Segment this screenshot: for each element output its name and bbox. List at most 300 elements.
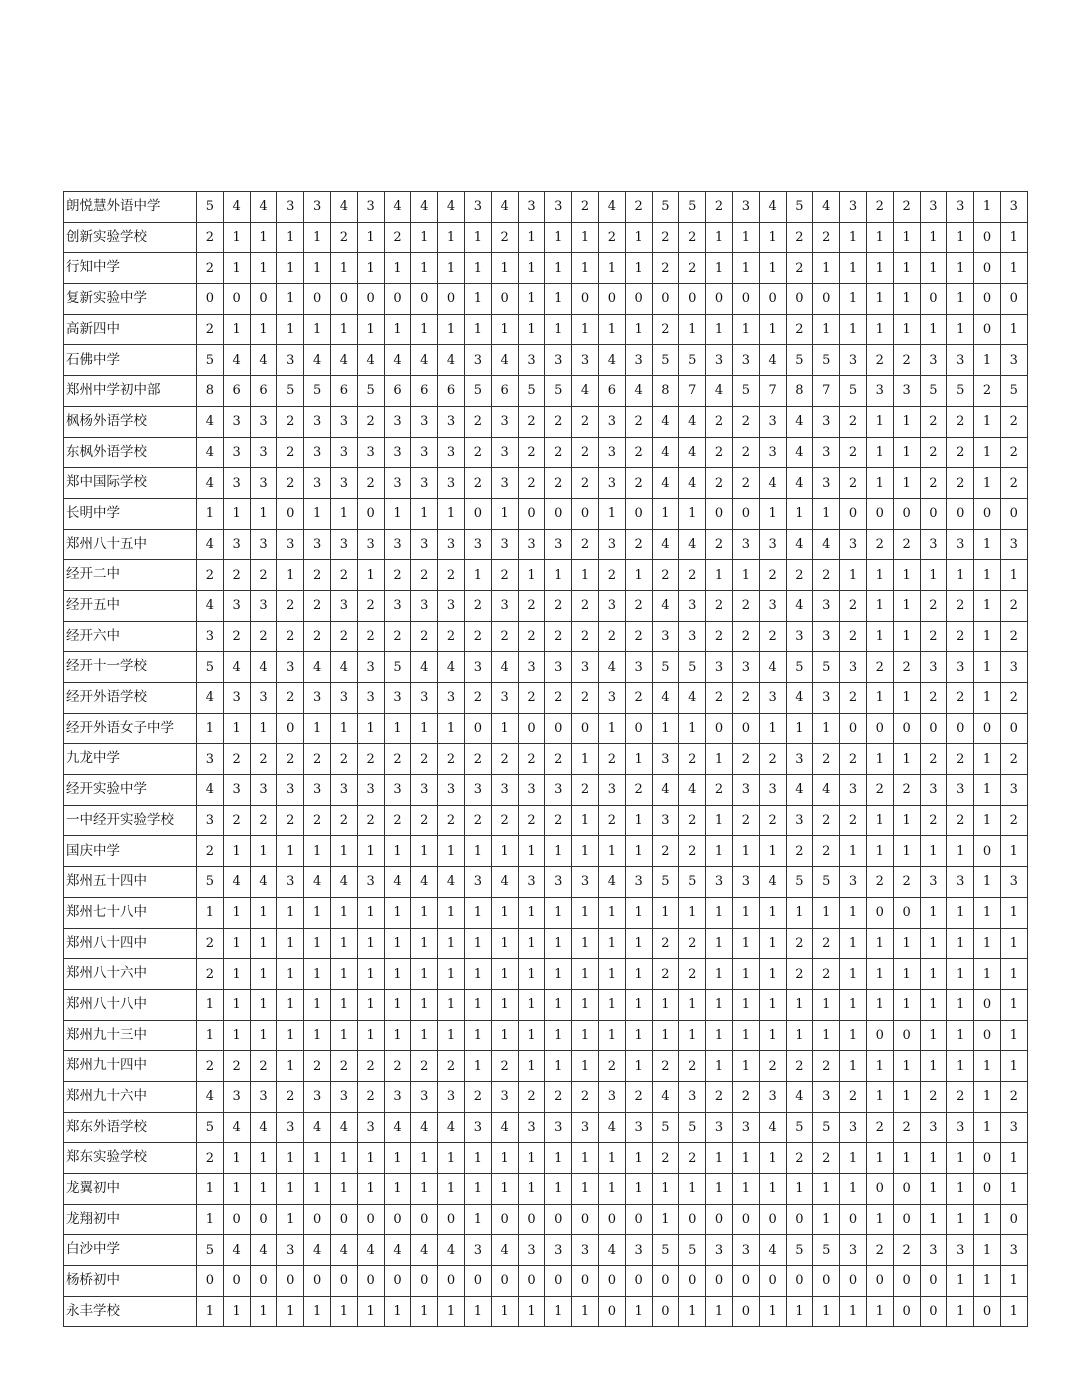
quota-value-cell: 2: [250, 1051, 277, 1082]
quota-value-cell: 0: [893, 1204, 920, 1235]
quota-value-cell: 3: [304, 468, 331, 499]
quota-value-cell: 1: [893, 284, 920, 315]
quota-value-cell: 2: [840, 1081, 867, 1112]
quota-value-cell: 4: [384, 867, 411, 898]
quota-value-cell: 2: [277, 468, 304, 499]
quota-value-cell: 5: [652, 345, 679, 376]
quota-value-cell: 2: [625, 529, 652, 560]
quota-value-cell: 2: [840, 744, 867, 775]
quota-value-cell: 2: [491, 560, 518, 591]
quota-value-cell: 0: [840, 498, 867, 529]
quota-value-cell: 3: [947, 775, 974, 806]
quota-value-cell: 3: [1000, 652, 1027, 683]
quota-value-cell: 3: [384, 437, 411, 468]
quota-value-cell: 4: [491, 345, 518, 376]
quota-value-cell: 3: [491, 590, 518, 621]
school-name-cell: 经开五中: [64, 590, 197, 621]
quota-value-cell: 2: [732, 406, 759, 437]
quota-value-cell: 4: [679, 468, 706, 499]
quota-value-cell: 1: [893, 560, 920, 591]
quota-value-cell: 4: [625, 376, 652, 407]
quota-value-cell: 0: [759, 1266, 786, 1297]
quota-value-cell: 2: [197, 1143, 224, 1174]
quota-value-cell: 1: [330, 1174, 357, 1205]
quota-value-cell: 3: [250, 590, 277, 621]
quota-value-cell: 3: [304, 192, 331, 223]
quota-value-cell: 1: [598, 1174, 625, 1205]
quota-value-cell: 3: [920, 1235, 947, 1266]
quota-value-cell: 2: [1000, 744, 1027, 775]
school-name-cell: 郑州八十四中: [64, 928, 197, 959]
quota-value-cell: 1: [947, 897, 974, 928]
quota-value-cell: 2: [518, 621, 545, 652]
quota-value-cell: 2: [679, 928, 706, 959]
quota-value-cell: 3: [518, 775, 545, 806]
quota-value-cell: 4: [598, 867, 625, 898]
quota-value-cell: 1: [974, 805, 1001, 836]
quota-value-cell: 1: [304, 1143, 331, 1174]
quota-value-cell: 2: [223, 621, 250, 652]
quota-value-cell: 3: [813, 468, 840, 499]
quota-value-cell: 1: [277, 1296, 304, 1327]
table-row: [64, 1235, 1028, 1266]
quota-value-cell: 1: [920, 560, 947, 591]
quota-value-cell: 4: [197, 529, 224, 560]
quota-value-cell: 3: [438, 1081, 465, 1112]
quota-value-cell: 1: [250, 959, 277, 990]
quota-value-cell: 1: [438, 989, 465, 1020]
table-row: [64, 1266, 1028, 1297]
quota-value-cell: 1: [732, 959, 759, 990]
quota-value-cell: 2: [491, 805, 518, 836]
quota-value-cell: 1: [1000, 1020, 1027, 1051]
quota-value-cell: 2: [813, 560, 840, 591]
quota-value-cell: 3: [411, 775, 438, 806]
quota-value-cell: 1: [277, 222, 304, 253]
quota-value-cell: 1: [893, 959, 920, 990]
quota-value-cell: 3: [438, 775, 465, 806]
quota-value-cell: 4: [330, 652, 357, 683]
quota-value-cell: 1: [706, 1174, 733, 1205]
quota-value-cell: 4: [598, 1235, 625, 1266]
quota-value-cell: 1: [866, 1143, 893, 1174]
quota-value-cell: 2: [652, 836, 679, 867]
quota-value-cell: 3: [652, 744, 679, 775]
quota-value-cell: 0: [304, 1266, 331, 1297]
quota-value-cell: 2: [491, 621, 518, 652]
quota-value-cell: 5: [197, 1235, 224, 1266]
quota-value-cell: 1: [840, 959, 867, 990]
quota-value-cell: 1: [223, 1174, 250, 1205]
quota-value-cell: 2: [598, 222, 625, 253]
quota-value-cell: 3: [384, 775, 411, 806]
quota-value-cell: 3: [411, 529, 438, 560]
quota-value-cell: 1: [491, 314, 518, 345]
quota-value-cell: 3: [357, 437, 384, 468]
quota-value-cell: 1: [197, 498, 224, 529]
quota-value-cell: 2: [518, 1081, 545, 1112]
quota-value-cell: 2: [786, 1143, 813, 1174]
quota-value-cell: 1: [893, 590, 920, 621]
quota-value-cell: 1: [330, 836, 357, 867]
quota-value-cell: 2: [920, 805, 947, 836]
quota-value-cell: 3: [330, 775, 357, 806]
quota-value-cell: 3: [840, 192, 867, 223]
table-row: [64, 529, 1028, 560]
quota-value-cell: 1: [840, 314, 867, 345]
table-row: [64, 468, 1028, 499]
quota-value-cell: 2: [384, 744, 411, 775]
quota-value-cell: 1: [759, 314, 786, 345]
quota-value-cell: 1: [223, 989, 250, 1020]
quota-value-cell: 5: [652, 192, 679, 223]
quota-value-cell: 1: [679, 1296, 706, 1327]
quota-value-cell: 3: [357, 1112, 384, 1143]
quota-value-cell: 0: [357, 1266, 384, 1297]
quota-value-cell: 3: [250, 437, 277, 468]
quota-value-cell: 4: [786, 468, 813, 499]
quota-value-cell: 0: [545, 1266, 572, 1297]
quota-value-cell: 0: [438, 1266, 465, 1297]
quota-value-cell: 2: [223, 560, 250, 591]
quota-value-cell: 2: [545, 1081, 572, 1112]
quota-value-cell: 1: [304, 1020, 331, 1051]
quota-value-cell: 0: [974, 222, 1001, 253]
quota-value-cell: 2: [518, 683, 545, 714]
quota-value-cell: 3: [598, 468, 625, 499]
quota-value-cell: 2: [786, 222, 813, 253]
quota-value-cell: 1: [920, 1051, 947, 1082]
quota-value-cell: 1: [223, 314, 250, 345]
quota-value-cell: 1: [250, 498, 277, 529]
quota-value-cell: 3: [947, 1112, 974, 1143]
quota-value-cell: 1: [304, 1174, 331, 1205]
table-row: [64, 1081, 1028, 1112]
school-name-cell: 朗悦慧外语中学: [64, 192, 197, 223]
quota-value-cell: 3: [330, 590, 357, 621]
quota-value-cell: 2: [866, 867, 893, 898]
quota-value-cell: 1: [411, 1143, 438, 1174]
quota-value-cell: 3: [759, 437, 786, 468]
quota-value-cell: 2: [464, 468, 491, 499]
quota-value-cell: 7: [759, 376, 786, 407]
quota-value-cell: 1: [330, 253, 357, 284]
quota-value-cell: 4: [598, 345, 625, 376]
quota-value-cell: 2: [866, 529, 893, 560]
quota-value-cell: 1: [679, 314, 706, 345]
quota-value-cell: 2: [572, 683, 599, 714]
quota-value-cell: 0: [625, 713, 652, 744]
quota-value-cell: 1: [947, 836, 974, 867]
table-row: [64, 928, 1028, 959]
quota-value-cell: 1: [598, 928, 625, 959]
quota-value-cell: 2: [277, 406, 304, 437]
quota-value-cell: 4: [491, 1112, 518, 1143]
quota-value-cell: 1: [384, 1020, 411, 1051]
quota-value-cell: 3: [250, 775, 277, 806]
quota-value-cell: 1: [947, 253, 974, 284]
quota-value-cell: 1: [304, 1296, 331, 1327]
quota-value-cell: 0: [974, 1020, 1001, 1051]
quota-value-cell: 1: [947, 284, 974, 315]
quota-value-cell: 4: [759, 1112, 786, 1143]
quota-value-cell: 1: [518, 1020, 545, 1051]
quota-value-cell: 3: [947, 345, 974, 376]
quota-value-cell: 3: [223, 529, 250, 560]
quota-value-cell: 1: [920, 1204, 947, 1235]
quota-value-cell: 3: [840, 529, 867, 560]
quota-value-cell: 3: [384, 529, 411, 560]
table-row: [64, 1112, 1028, 1143]
quota-value-cell: 6: [491, 376, 518, 407]
school-name-cell: 九龙中学: [64, 744, 197, 775]
quota-value-cell: 1: [464, 959, 491, 990]
quota-value-cell: 1: [411, 897, 438, 928]
quota-value-cell: 1: [438, 1174, 465, 1205]
quota-value-cell: 1: [518, 928, 545, 959]
quota-value-cell: 3: [947, 192, 974, 223]
quota-value-cell: 2: [518, 437, 545, 468]
quota-value-cell: 2: [813, 1051, 840, 1082]
quota-value-cell: 0: [920, 1266, 947, 1297]
quota-value-cell: 1: [786, 713, 813, 744]
quota-value-cell: 4: [197, 683, 224, 714]
quota-value-cell: 1: [813, 1174, 840, 1205]
quota-value-cell: 2: [706, 437, 733, 468]
quota-value-cell: 4: [304, 1112, 331, 1143]
quota-value-cell: 5: [277, 376, 304, 407]
quota-value-cell: 1: [330, 498, 357, 529]
quota-value-cell: 1: [572, 1143, 599, 1174]
quota-value-cell: 2: [357, 590, 384, 621]
quota-value-cell: 3: [491, 468, 518, 499]
quota-value-cell: 1: [357, 1143, 384, 1174]
quota-value-cell: 3: [464, 1235, 491, 1266]
quota-value-cell: 0: [518, 498, 545, 529]
quota-value-cell: 3: [1000, 345, 1027, 376]
school-name-cell: 东枫外语学校: [64, 437, 197, 468]
quota-value-cell: 6: [598, 376, 625, 407]
quota-value-cell: 4: [706, 376, 733, 407]
quota-value-cell: 1: [974, 683, 1001, 714]
quota-value-cell: 1: [223, 959, 250, 990]
quota-value-cell: 2: [706, 590, 733, 621]
quota-value-cell: 3: [250, 529, 277, 560]
quota-value-cell: 2: [706, 529, 733, 560]
quota-value-cell: 1: [384, 989, 411, 1020]
quota-value-cell: 3: [598, 1081, 625, 1112]
quota-value-cell: 2: [223, 1051, 250, 1082]
quota-value-cell: 3: [572, 652, 599, 683]
quota-value-cell: 0: [384, 1266, 411, 1297]
quota-value-cell: 0: [893, 498, 920, 529]
quota-value-cell: 0: [652, 1296, 679, 1327]
quota-value-cell: 4: [759, 345, 786, 376]
quota-value-cell: 5: [357, 376, 384, 407]
quota-value-cell: 1: [706, 560, 733, 591]
quota-value-cell: 2: [706, 406, 733, 437]
table-row: [64, 713, 1028, 744]
quota-value-cell: 1: [384, 498, 411, 529]
table-row: [64, 867, 1028, 898]
quota-value-cell: 4: [491, 867, 518, 898]
quota-value-cell: 1: [866, 989, 893, 1020]
quota-value-cell: 5: [786, 1112, 813, 1143]
quota-value-cell: 2: [438, 560, 465, 591]
quota-value-cell: 1: [572, 1051, 599, 1082]
table-row: [64, 284, 1028, 315]
quota-value-cell: 1: [518, 222, 545, 253]
quota-value-cell: 2: [625, 775, 652, 806]
quota-value-cell: 2: [330, 744, 357, 775]
school-name-cell: 龙翔初中: [64, 1204, 197, 1235]
quota-value-cell: 2: [464, 437, 491, 468]
quota-value-cell: 1: [759, 222, 786, 253]
quota-value-cell: 1: [786, 1020, 813, 1051]
quota-value-cell: 1: [545, 1020, 572, 1051]
quota-value-cell: 1: [759, 498, 786, 529]
quota-value-cell: 2: [438, 1051, 465, 1082]
quota-value-cell: 1: [411, 989, 438, 1020]
quota-value-cell: 1: [518, 836, 545, 867]
quota-value-cell: 1: [357, 1174, 384, 1205]
quota-value-cell: 3: [866, 376, 893, 407]
quota-value-cell: 1: [840, 284, 867, 315]
quota-value-cell: 1: [277, 836, 304, 867]
quota-value-cell: 0: [250, 284, 277, 315]
quota-value-cell: 1: [250, 836, 277, 867]
table-row: [64, 314, 1028, 345]
quota-value-cell: 0: [732, 284, 759, 315]
quota-value-cell: 1: [920, 989, 947, 1020]
quota-value-cell: 4: [786, 683, 813, 714]
quota-value-cell: 3: [1000, 192, 1027, 223]
quota-value-cell: 1: [304, 928, 331, 959]
quota-value-cell: 4: [304, 1235, 331, 1266]
quota-value-cell: 1: [625, 1020, 652, 1051]
quota-value-cell: 3: [679, 590, 706, 621]
quota-value-cell: 2: [893, 192, 920, 223]
quota-value-cell: 4: [652, 683, 679, 714]
quota-value-cell: 1: [304, 836, 331, 867]
table-row: [64, 1204, 1028, 1235]
quota-value-cell: 2: [572, 468, 599, 499]
quota-value-cell: 2: [947, 1081, 974, 1112]
quota-value-cell: 3: [947, 867, 974, 898]
quota-value-cell: 4: [223, 867, 250, 898]
quota-value-cell: 1: [974, 744, 1001, 775]
quota-value-cell: 1: [786, 498, 813, 529]
quota-value-cell: 2: [598, 621, 625, 652]
quota-value-cell: 4: [330, 1112, 357, 1143]
quota-value-cell: 2: [652, 1051, 679, 1082]
quota-value-cell: 2: [786, 928, 813, 959]
school-name-cell: 经开二中: [64, 560, 197, 591]
table-body: [64, 192, 1028, 1327]
quota-value-cell: 0: [759, 284, 786, 315]
quota-value-cell: 3: [920, 775, 947, 806]
quota-value-cell: 1: [304, 713, 331, 744]
quota-value-cell: 2: [384, 560, 411, 591]
quota-value-cell: 2: [304, 744, 331, 775]
quota-value-cell: 1: [625, 805, 652, 836]
quota-value-cell: 3: [491, 437, 518, 468]
quota-value-cell: 1: [438, 1020, 465, 1051]
quota-value-cell: 2: [893, 345, 920, 376]
school-name-cell: 国庆中学: [64, 836, 197, 867]
quota-value-cell: 6: [250, 376, 277, 407]
quota-value-cell: 5: [197, 345, 224, 376]
quota-value-cell: 4: [759, 652, 786, 683]
quota-value-cell: 3: [598, 775, 625, 806]
quota-value-cell: 2: [893, 867, 920, 898]
quota-value-cell: 0: [223, 284, 250, 315]
quota-value-cell: 4: [223, 345, 250, 376]
quota-value-cell: 2: [679, 222, 706, 253]
quota-value-cell: 1: [438, 928, 465, 959]
quota-value-cell: 1: [866, 406, 893, 437]
quota-value-cell: 1: [759, 713, 786, 744]
quota-value-cell: 3: [545, 1235, 572, 1266]
quota-value-cell: 1: [545, 989, 572, 1020]
quota-value-cell: 1: [840, 1174, 867, 1205]
quota-value-cell: 2: [920, 437, 947, 468]
quota-value-cell: 1: [893, 805, 920, 836]
quota-value-cell: 2: [786, 560, 813, 591]
quota-value-cell: 1: [1000, 560, 1027, 591]
quota-value-cell: 4: [197, 468, 224, 499]
quota-value-cell: 0: [866, 897, 893, 928]
quota-value-cell: 2: [920, 621, 947, 652]
quota-value-cell: 4: [759, 867, 786, 898]
quota-value-cell: 1: [491, 959, 518, 990]
table-row: [64, 621, 1028, 652]
quota-value-cell: 5: [545, 376, 572, 407]
quota-value-cell: 1: [1000, 314, 1027, 345]
quota-value-cell: 2: [840, 621, 867, 652]
quota-value-cell: 1: [974, 897, 1001, 928]
quota-value-cell: 2: [786, 314, 813, 345]
quota-value-cell: 2: [840, 683, 867, 714]
quota-value-cell: 3: [759, 683, 786, 714]
quota-value-cell: 1: [974, 406, 1001, 437]
quota-value-cell: 4: [250, 1112, 277, 1143]
quota-value-cell: 1: [572, 897, 599, 928]
quota-value-cell: 1: [732, 897, 759, 928]
quota-value-cell: 3: [384, 468, 411, 499]
quota-value-cell: 3: [411, 406, 438, 437]
school-name-cell: 郑州八十六中: [64, 959, 197, 990]
quota-value-cell: 2: [786, 1051, 813, 1082]
quota-value-cell: 2: [732, 590, 759, 621]
school-name-cell: 郑东外语学校: [64, 1112, 197, 1143]
quota-value-cell: 1: [330, 989, 357, 1020]
quota-value-cell: 3: [572, 867, 599, 898]
quota-value-cell: 2: [625, 468, 652, 499]
quota-value-cell: 3: [920, 192, 947, 223]
quota-value-cell: 1: [357, 253, 384, 284]
quota-value-cell: 1: [947, 560, 974, 591]
quota-value-cell: 1: [840, 928, 867, 959]
quota-value-cell: 1: [732, 1174, 759, 1205]
quota-value-cell: 0: [974, 989, 1001, 1020]
quota-value-cell: 3: [947, 1235, 974, 1266]
quota-value-cell: 0: [866, 1020, 893, 1051]
quota-value-cell: 1: [920, 222, 947, 253]
quota-value-cell: 5: [947, 376, 974, 407]
quota-value-cell: 0: [384, 1204, 411, 1235]
quota-value-cell: 1: [1000, 989, 1027, 1020]
